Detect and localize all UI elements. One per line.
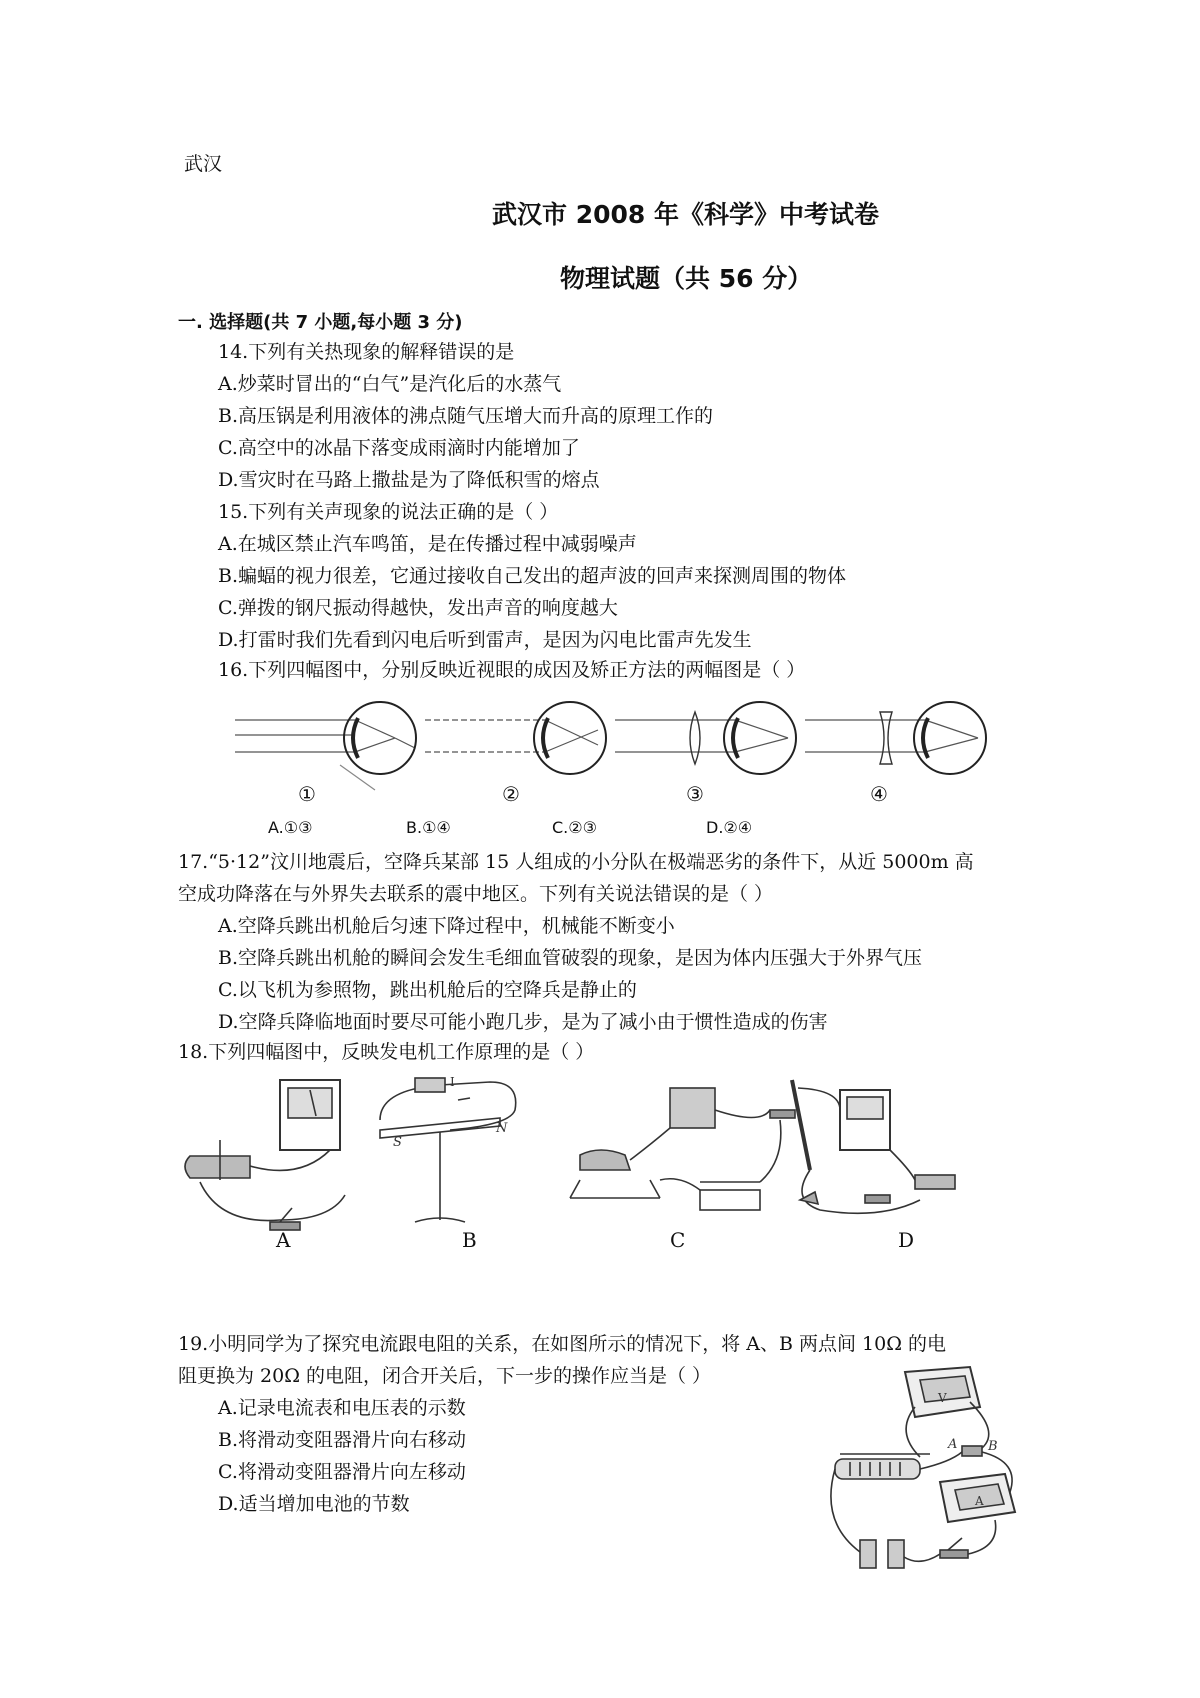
q19-option-b: B.将滑动变阻器滑片向右移动 [218, 1429, 467, 1451]
page-title: 武汉市 2008 年《科学》中考试卷 [492, 200, 879, 229]
q17-option-a: A.空降兵跳出机舱后匀速下降过程中，机械能不断变小 [218, 915, 675, 937]
city-label: 武汉 [184, 153, 223, 175]
section-heading: 一. 选择题(共 7 小题,每小题 3 分) [178, 312, 463, 333]
q14-stem: 14.下列有关热现象的解释错误的是 [218, 341, 515, 363]
q18-fig-label-c: C [670, 1228, 686, 1252]
q16-stem: 16.下列四幅图中，分别反映近视眼的成因及矫正方法的两幅图是（ ） [218, 659, 806, 681]
page-subtitle: 物理试题（共 56 分） [560, 264, 813, 293]
q16-option-a: A.①③ [268, 818, 313, 837]
eye-figure-2 [425, 702, 606, 774]
q19-option-d: D.适当增加电池的节数 [218, 1493, 410, 1515]
q14-option-d: D.雪灾时在马路上撒盐是为了降低积雪的熔点 [218, 469, 600, 491]
q16-fig-label-1: ① [298, 782, 316, 806]
q18-fig-b-s-pole: S [393, 1135, 402, 1150]
q19-stem-line1: 19.小明同学为了探究电流跟电阻的关系，在如图所示的情况下，将 A、B 两点间 10Ω 的电 [178, 1333, 946, 1355]
q15-option-d: D.打雷时我们先看到闪电后听到雷声，是因为闪电比雷声先发生 [218, 629, 752, 651]
q16-option-b: B.①④ [406, 818, 451, 837]
q19-fig-point-b: B [988, 1439, 998, 1454]
q18-figure-c [570, 1088, 795, 1210]
eye-figure-1 [235, 702, 416, 790]
q15-option-c: C.弹拨的钢尺振动得越快，发出声音的响度越大 [218, 597, 618, 619]
q19-fig-point-a: A [948, 1437, 958, 1452]
q17-stem-line1: 17.“5·12”汶川地震后，空降兵某部 15 人组成的小分队在极端恶劣的条件下，从近 5000m 高 [178, 851, 974, 873]
q19-option-a: A.记录电流表和电压表的示数 [218, 1397, 466, 1419]
q16-fig-label-2: ② [502, 782, 520, 806]
q14-option-c: C.高空中的冰晶下落变成雨滴时内能增加了 [218, 437, 580, 459]
q18-fig-label-d: D [898, 1228, 915, 1252]
q19-fig-ammeter-mark: A [975, 1494, 984, 1508]
q18-fig-label-a: A [276, 1228, 291, 1252]
q18-generator-figures [180, 1070, 1040, 1250]
eye-figure-4 [805, 702, 986, 774]
q19-option-c: C.将滑动变阻器滑片向左移动 [218, 1461, 466, 1483]
q17-option-c: C.以飞机为参照物，跳出机舱后的空降兵是静止的 [218, 979, 637, 1001]
q16-option-d: D.②④ [706, 818, 753, 837]
q19-circuit-figure [820, 1362, 1040, 1577]
q15-stem: 15.下列有关声现象的说法正确的是（ ） [218, 501, 559, 523]
rheostat [835, 1454, 930, 1479]
q14-option-a: A.炒菜时冒出的“白气”是汽化后的水蒸气 [218, 373, 562, 395]
q16-fig-label-4: ④ [870, 782, 888, 806]
q18-figure-d [792, 1080, 955, 1213]
q18-figure-a [185, 1080, 345, 1230]
q16-fig-label-3: ③ [686, 782, 704, 806]
q19-fig-voltmeter-mark: V [938, 1391, 947, 1405]
q18-fig-label-b: B [462, 1228, 477, 1252]
q16-option-c: C.②③ [552, 818, 597, 837]
q17-option-b: B.空降兵跳出机舱的瞬间会发生毛细血管破裂的现象，是因为体内压强大于外界气压 [218, 947, 923, 969]
q17-stem-line2: 空成功降落在与外界失去联系的震中地区。下列有关说法错误的是（ ） [178, 883, 774, 905]
q19-stem-line2: 阻更换为 20Ω 的电阻，闭合开关后，下一步的操作应当是（ ） [178, 1365, 712, 1387]
q15-option-a: A.在城区禁止汽车鸣笛，是在传播过程中减弱噪声 [218, 533, 637, 555]
q14-option-b: B.高压锅是利用液体的沸点随气压增大而升高的原理工作的 [218, 405, 714, 427]
q18-figure-b [380, 1078, 516, 1222]
q18-fig-b-current-mark: I [450, 1075, 455, 1089]
q18-fig-b-n-pole: N [496, 1121, 508, 1136]
q17-option-d: D.空降兵降临地面时要尽可能小跑几步，是为了减小由于惯性造成的伤害 [218, 1011, 828, 1033]
eye-figure-3 [615, 702, 796, 774]
q18-stem: 18.下列四幅图中，反映发电机工作原理的是（ ） [178, 1041, 595, 1063]
q15-option-b: B.蝙蝠的视力很差，它通过接收自己发出的超声波的回声来探测周围的物体 [218, 565, 847, 587]
